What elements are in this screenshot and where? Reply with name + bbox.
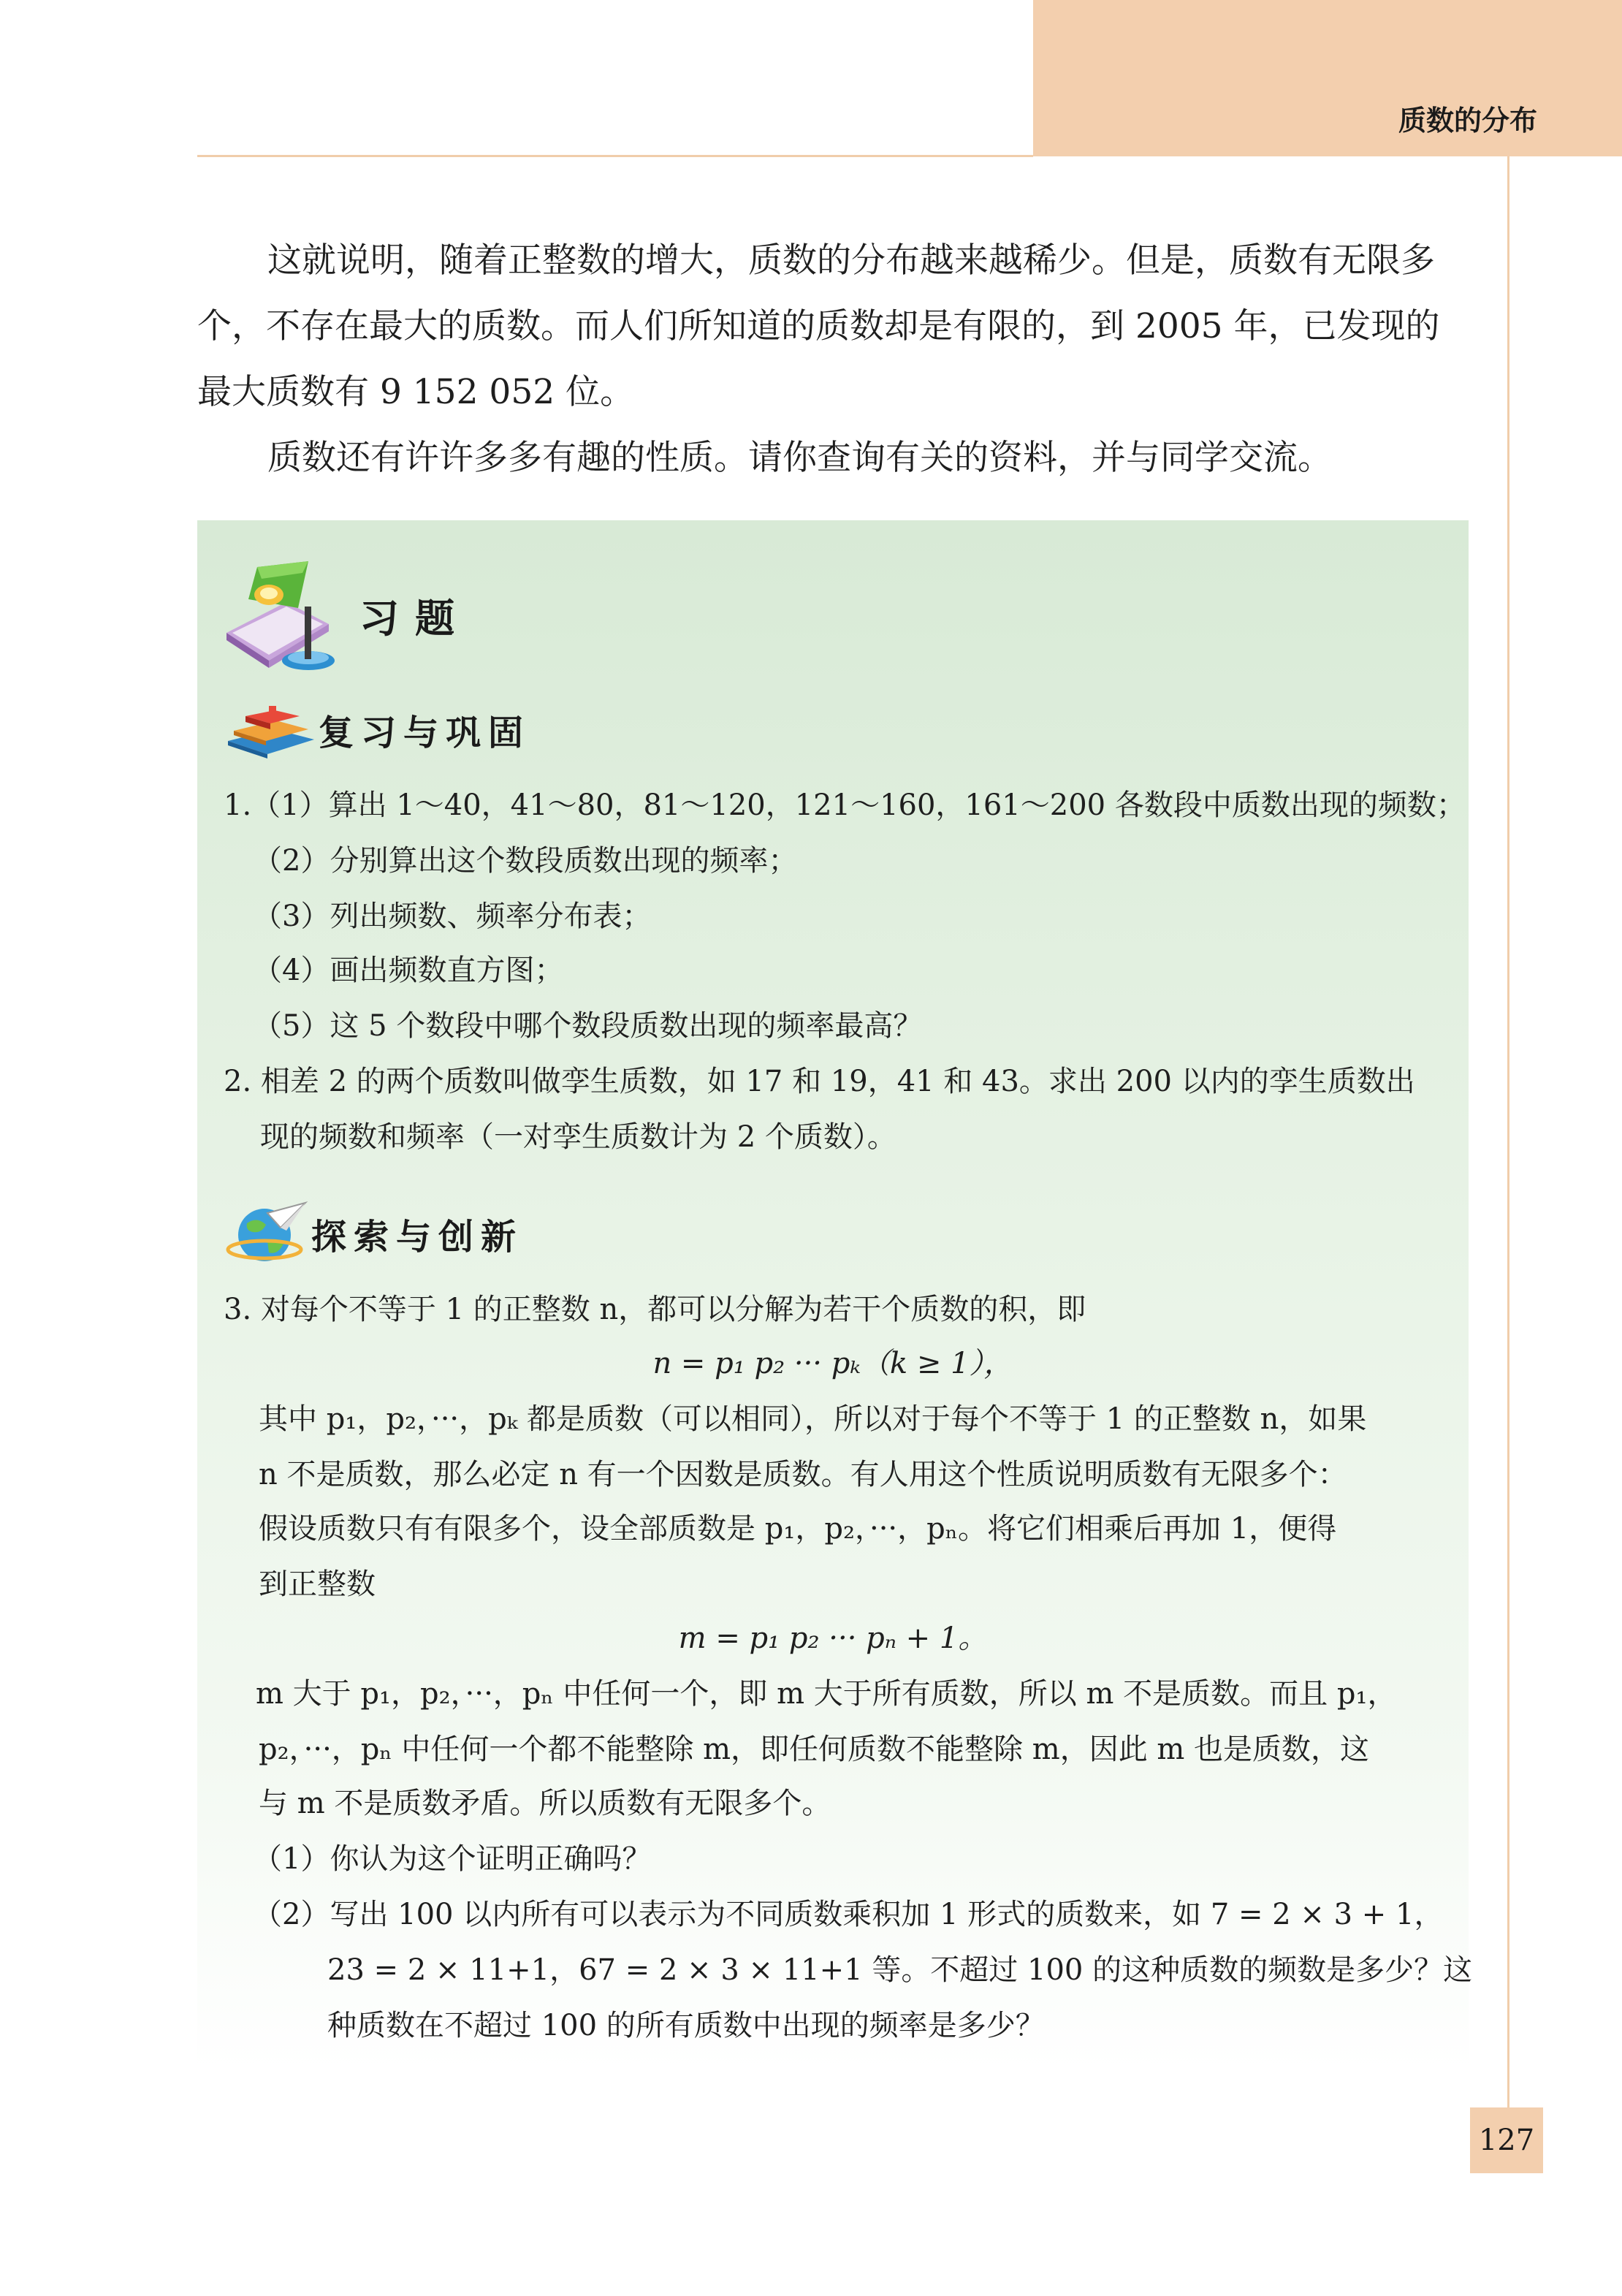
page-number: 127: [1470, 2107, 1543, 2173]
exercise-3-part-2-line-1: （2）写出 100 以内所有可以表示为不同质数乘积加 1 形式的质数来，如 7 = 2 × 3 + 1，: [253, 1898, 1444, 1931]
exercise-3-line-8: m 大于 p₁，p₂，···，pₙ 中任何一个，即 m 大于所有质数，所以 m 不是质数。而且 p₁，: [256, 1677, 1397, 1711]
exercise-3-line-9: p₂，···，pₙ 中任何一个都不能整除 m，即任何质数不能整除 m，因此 m 也是质数，这: [259, 1733, 1370, 1766]
exercise-3-part-2-line-3: 种质数在不超过 100 的所有质数中出现的频率是多少？: [327, 2009, 1045, 2042]
desk-lamp-book-icon: [219, 551, 343, 675]
exercise-3-part-1: （1）你认为这个证明正确吗？: [253, 1842, 652, 1876]
exercise-3-line-1: 3. 对每个不等于 1 的正整数 n，都可以分解为若干个质数的积，即: [224, 1293, 1086, 1326]
exercise-1-part-3: （3）列出频数、频率分布表；: [253, 900, 652, 933]
factorization-formula: n = p₁ p₂ ··· pₖ（k ≥ 1），: [652, 1347, 1013, 1380]
exercise-3-line-5: 假设质数只有有限多个，设全部质数是 p₁，p₂，···，pₙ。将它们相乘后再加 1，便得: [259, 1512, 1337, 1546]
explore-section-title: 探索与创新: [311, 1217, 524, 1258]
product-plus-one-formula: m = p₁ p₂ ··· pₙ + 1。: [678, 1622, 988, 1655]
exercise-1-part-5: （5）这 5 个数段中哪个数段质数出现的频率最高？: [253, 1009, 923, 1043]
books-stack-icon: [224, 700, 319, 759]
header-rule: [197, 155, 1033, 157]
exercise-3-part-2-line-2: 23 = 2 × 11+1，67 = 2 × 3 × 11+1 等。不超过 100 的这种质数的频数是多少？这: [327, 1953, 1473, 1987]
review-section-title: 复习与巩固: [319, 712, 531, 753]
exercise-1-part-2: （2）分别算出这个数段质数出现的频率；: [253, 844, 798, 878]
globe-plane-icon: [224, 1198, 311, 1264]
exercise-2-line-2: 现的频数和频率（一对孪生质数计为 2 个质数）。: [260, 1120, 896, 1154]
exercise-3-line-3: 其中 p₁，p₂，···，pₖ 都是质数（可以相同），所以对于每个不等于 1 的正整数 n，如果: [259, 1402, 1367, 1436]
exercise-1-part-1: 1.（1）算出 1～40，41～80，81～120，121～160，161～200 各数段中质数出现的频数；: [224, 788, 1466, 822]
exercise-3-line-10: 与 m 不是质数矛盾。所以质数有无限多个。: [259, 1787, 831, 1820]
side-rule: [1507, 156, 1509, 2173]
intro-paragraph-1: 这就说明，随着正整数的增大，质数的分布越来越稀少。但是，质数有无限多个，不存在最大的质数。而人们所知道的质数却是有限的，到 2005 年，已发现的最大质数有 9 152 052 位。: [197, 240, 1440, 412]
exercise-2-line-1: 2. 相差 2 的两个质数叫做孪生质数，如 17 和 19，41 和 43。求出 200 以内的孪生质数出: [224, 1065, 1415, 1098]
running-head: 质数的分布: [1398, 104, 1537, 137]
exercise-3-line-4: n 不是质数，那么必定 n 有一个因数是质数。有人用这个性质说明质数有无限多个：: [259, 1458, 1347, 1491]
exercise-1-part-4: （4）画出频数直方图；: [253, 954, 564, 987]
exercises-title: 习题: [359, 596, 471, 642]
intro-paragraph-2: 质数还有许许多多有趣的性质。请你查询有关的资料，并与同学交流。: [267, 438, 1332, 478]
exercise-panel: [197, 520, 1473, 2069]
exercise-3-line-6: 到正整数: [259, 1567, 376, 1601]
